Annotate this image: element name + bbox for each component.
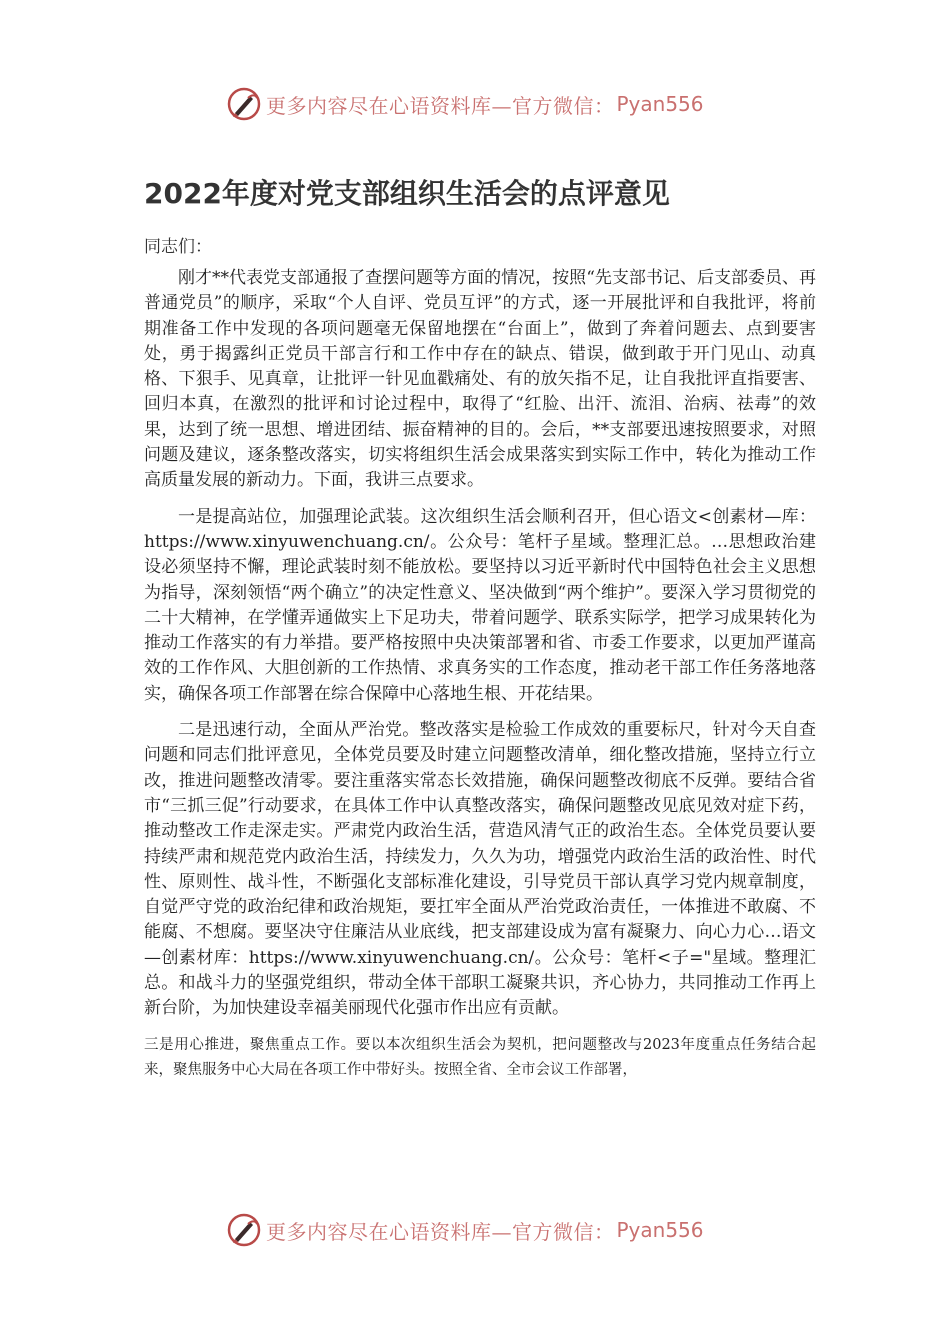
salutation: 同志们： [144, 237, 212, 257]
paragraph-third-point: 三是用心推进，聚焦重点工作。要以本次组织生活会为契机，把问题整改与2023年度重点任务结合起来，聚焦服务中心大局在各项工作中带好头。按照全省、全市会议工作部署， [144, 1036, 816, 1078]
paragraph-second-point: 二是迅速行动，全面从严治党。整改落实是检验工作成效的重要标尺，针对今天自查问题和同志们批评意见，全体党员要及时建立问题整改清单，细化整改措施，坚持立行立改，推进问题整改清零。要注重落实常态长效措施，确保问题整改彻底不反弹。要结合省市“三抓三促”行动要求，在具体工作中认真整改落实，确保问题整改见底见效对症下药，推动整改工作走深走实。严肃党内政治生活，营造风清气正的政治生态。全体党员要认要持续严肃和规范党内政治生活，持续发力，久久为功，增强党内政治生活的政治性、时代性、原则性、战斗性，不断强化支部标准化建设，引导党员干部认真学习党内规章制度，自觉严守党的政治纪律和政治规矩，要扛牢全面从严治党政治责任，一体推进不敢腐、不能腐、不想腐。要坚决守住廉洁从业底线，把支部建设成为富有凝聚力、向心力心…语文—创素材库：https://www.xinyuwenchuang.cn/。公众号：笔杆<子="星域。整理汇总。和战斗力的坚强党组织，带动全体干部职工凝聚共识，齐心协力，共同推动工作再上新台阶，为加快建设幸福美丽现代化强市作出应有贡献。 [144, 720, 816, 1019]
page-title: 2022年度对党支部组织生活会的点评意见 [144, 177, 670, 210]
banner-text: 更多内容尽在心语资料库—官方微信： [266, 1219, 615, 1244]
header-watermark-banner [226, 84, 704, 124]
pen-logo-icon [226, 86, 262, 122]
banner-wechat-id: Pyan556 [616, 92, 704, 116]
paragraph-first-point: 一是提高站位，加强理论武装。这次组织生活会顺利召开，但心语文<创素材—库：https://www.xinyuwenchuang.cn/。公众号：笔杆子星域。整理汇总。…思想政治建设必须坚持不懈，理论武装时刻不能放松。要坚持以习近平新时代中国特色社会主义思想为指导，深刻领悟“两个确立”的决定性意义、坚决做到“两个维护”。要深入学习贯彻党的二十大精神，在学懂弄通做实上下足功夫，带着问题学、联系实际学，把学习成果转化为推动工作落实的有力举措。要严格按照中央决策部署和省、市委工作要求，以更加严谨高效的工作作风、大胆创新的工作热情、求真务实的工作态度，推动老干部工作任务落地落实，确保各项工作部署在综合保障中心落地生根、开花结果。 [144, 506, 816, 704]
pen-logo-icon [226, 1212, 262, 1248]
footer-watermark-banner [226, 1210, 704, 1250]
document-body [144, 266, 816, 1094]
banner-wechat-id: Pyan556 [616, 1218, 704, 1242]
banner-text: 更多内容尽在心语资料库—官方微信： [266, 93, 615, 118]
paragraph-intro: 刚才**代表党支部通报了查摆问题等方面的情况，按照“先支部书记、后支部委员、再普通党员”的顺序，采取“个人自评、党员互评”的方式，逐一开展批评和自我批评，将前期准备工作中发现的各项问题毫无保留地摆在“台面上”，做到了奔着问题去、点到要害处，勇于揭露纠正党员干部言行和工作中存在的缺点、错误，做到敢于开门见山、动真格、下狠手、见真章，让批评一针见血戳痛处、有的放矢指不足，让自我批评直指要害、回归本真，在激烈的批评和讨论过程中，取得了“红脸、出汗、流泪、治病、祛毒”的效果，达到了统一思想、增进团结、振奋精神的目的。会后，**支部要迅速按照要求，对照问题及建议，逐条整改落实，切实将组织生活会成果落实到实际工作中，转化为推动工作高质量发展的新动力。下面，我讲三点要求。 [144, 268, 816, 491]
